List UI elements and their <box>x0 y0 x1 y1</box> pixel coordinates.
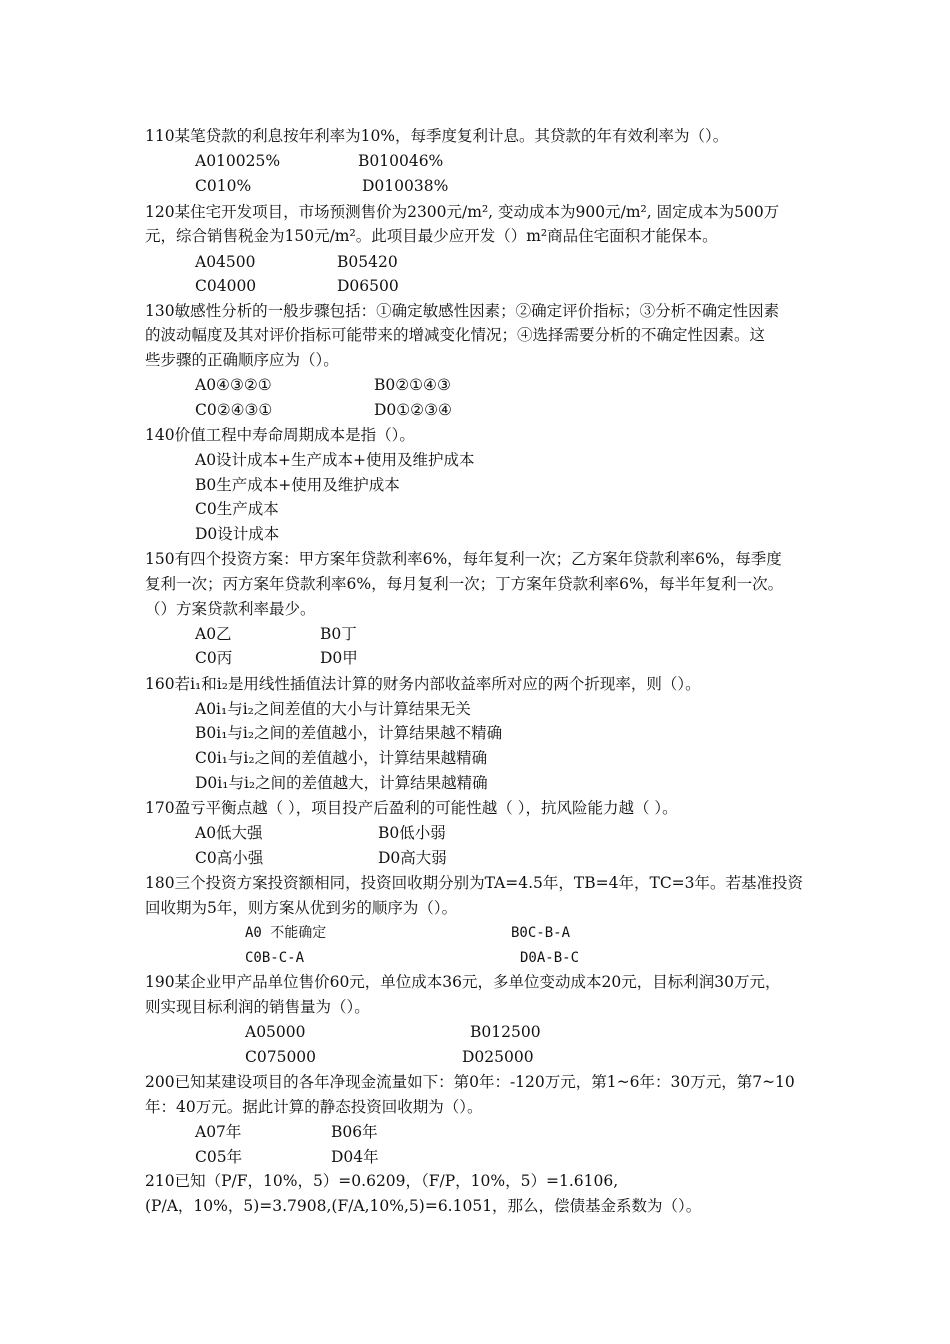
option-d: D0A-B-C <box>520 950 580 966</box>
option-c: C0丙 <box>195 649 233 667</box>
option-c: C0生产成本 <box>195 500 279 518</box>
option-d: D0i₁与i₂之间的差值越大，计算结果越精确 <box>195 774 488 792</box>
question-16-text: 160若i₁和i₂是用线性插值法计算的财务内部收益率所对应的两个折现率，则（）。 <box>145 675 701 693</box>
question-20-text: 年：40万元。据此计算的静态投资回收期为（）。 <box>145 1098 483 1116</box>
option-c: C0B-C-A <box>245 950 305 966</box>
question-18-text: 180三个投资方案投资额相同，投资回收期分别为TA=4.5年，TB=4年，TC=3年。若基准投资 <box>145 874 804 892</box>
option-a: A0设计成本+生产成本+使用及维护成本 <box>195 451 475 469</box>
option-a: A0乙 <box>195 625 232 643</box>
question-13-text: 130敏感性分析的一般步骤包括：①确定敏感性因素；②确定评价指标；③分析不确定性因素 <box>145 302 780 320</box>
question-13-text: 的波动幅度及其对评价指标可能带来的增减变化情况；④选择需要分析的不确定性因素。这 <box>145 326 766 344</box>
question-19-text: 则实现目标利润的销售量为（）。 <box>145 998 370 1016</box>
question-15-text: 复利一次；丙方案年贷款利率6%，每月复利一次；丁方案年贷款利率6%，每半年复利一次。 <box>145 575 784 593</box>
option-b: B06年 <box>331 1123 378 1141</box>
question-19-text: 190某企业甲产品单位售价60元，单位成本36元，多单位变动成本20元，目标利润30万元， <box>145 973 781 991</box>
option-b: B05420 <box>337 253 398 271</box>
question-17-text: 170盈亏平衡点越（ ），项目投产后盈利的可能性越（ ），抗风险能力越（ ）。 <box>145 799 678 817</box>
option-c: C075000 <box>245 1048 317 1066</box>
question-21-text: 210已知（P/F，10%，5）=0.6209，（F/P，10%，5）=1.6106, <box>145 1172 619 1190</box>
option-b: B0②①④③ <box>374 376 451 394</box>
option-c: C0i₁与i₂之间的差值越小，计算结果越精确 <box>195 749 488 767</box>
option-a: A0i₁与i₂之间差值的大小与计算结果无关 <box>195 700 471 718</box>
option-c: C05年 <box>195 1148 243 1166</box>
option-a: A05000 <box>245 1023 306 1041</box>
option-a: A04500 <box>195 253 256 271</box>
option-c: C0高小强 <box>195 849 264 867</box>
option-d: D0①②③④ <box>374 401 452 419</box>
option-b: B0生产成本+使用及维护成本 <box>195 476 400 494</box>
option-b: B0低小弱 <box>378 824 446 842</box>
question-12-text: 120某住宅开发项目，市场预测售价为2300元/m², 变动成本为900元/m², 固定成本为500万 <box>145 203 780 221</box>
option-a: A07年 <box>195 1123 242 1141</box>
question-20-text: 200已知某建设项目的各年净现金流量如下：第0年：-120万元，第1~6年：30万元，第7~10 <box>145 1073 795 1091</box>
option-c: C0②④③① <box>195 401 273 419</box>
option-a: A0 不能确定 <box>245 925 327 941</box>
question-15-text: （）方案贷款利率最少。 <box>145 600 316 618</box>
question-11-text: 110某笔贷款的利息按年利率为10%，每季度复利计息。其贷款的年有效利率为（）。 <box>145 127 729 145</box>
option-b: B0C-B-A <box>511 925 571 941</box>
option-a: A0低大强 <box>195 824 263 842</box>
option-a: A010025% <box>195 152 281 170</box>
option-d: D06500 <box>337 277 399 295</box>
option-d: D025000 <box>462 1048 534 1066</box>
option-d: D0甲 <box>320 649 358 667</box>
question-15-text: 150有四个投资方案：甲方案年贷款利率6%，每年复利一次；乙方案年贷款利率6%，每季度 <box>145 550 782 568</box>
option-d: D0高大弱 <box>378 849 447 867</box>
option-d: D0设计成本 <box>195 525 280 543</box>
option-b: B0丁 <box>320 625 357 643</box>
option-a: A0④③②① <box>195 376 272 394</box>
option-c: C04000 <box>195 277 257 295</box>
option-b: B0i₁与i₂之间的差值越小，计算结果越不精确 <box>195 724 503 742</box>
question-18-text: 回收期为5年，则方案从优到劣的顺序为（）。 <box>145 899 458 917</box>
question-12-text: 元，综合销售税金为150元/m²。此项目最少应开发（）m²商品住宅面积才能保本。 <box>145 227 718 245</box>
option-c: C010% <box>195 177 252 195</box>
question-13-text: 些步骤的正确顺序应为（）。 <box>145 351 339 369</box>
option-d: D010038% <box>362 177 449 195</box>
question-21-text: (P/A，10%，5)=3.7908,(F/A,10%,5)=6.1051，那么，偿债基金系数为（）。 <box>145 1197 702 1215</box>
option-d: D04年 <box>331 1148 379 1166</box>
option-b: B012500 <box>470 1023 541 1041</box>
question-14-text: 140价值工程中寿命周期成本是指（）。 <box>145 426 415 444</box>
option-b: B010046% <box>358 152 444 170</box>
